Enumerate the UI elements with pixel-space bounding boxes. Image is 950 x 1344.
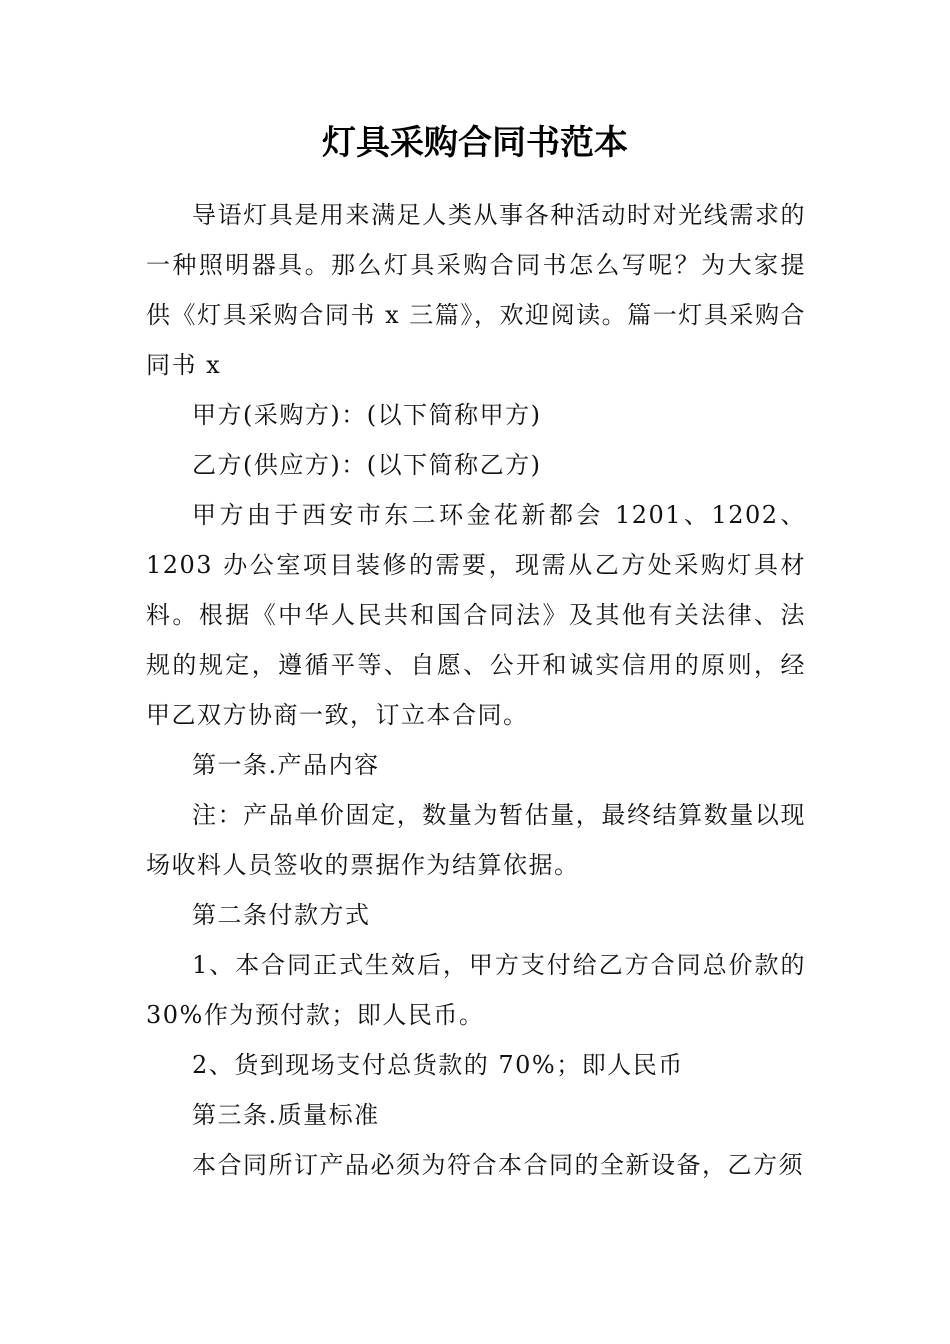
note-paragraph: 注：产品单价固定，数量为暂估量，最终结算数量以现场收料人员签收的票据作为结算依据。 <box>146 801 806 879</box>
purpose-paragraph: 甲方由于西安市东二环金花新都会 1201、1202、1203 办公室项目装修的需要，现需从乙方处采购灯具材料。根据《中华人民共和国合同法》及其他有关法律、法规的规定，遵循平等、自愿、公开和诚实信用的原则，经甲乙双方协商一致，订立本合同。 <box>146 501 806 729</box>
payment-item-1: 1、本合同正式生效后，甲方支付给乙方合同总价款的 30%作为预付款；即人民币。 <box>146 951 806 1029</box>
document-title: 灯具采购合同书范本 <box>322 123 628 163</box>
intro-paragraph: 导语灯具是用来满足人类从事各种活动时对光线需求的一种照明器具。那么灯具采购合同书怎么写呢？为大家提供《灯具采购合同书 x 三篇》，欢迎阅读。篇一灯具采购合同书 x <box>146 201 806 379</box>
article-two-heading: 第二条付款方式 <box>192 901 371 929</box>
article-three-heading: 第三条.质量标准 <box>192 1101 380 1129</box>
party-b-line: 乙方(供应方)：(以下简称乙方) <box>192 451 542 479</box>
quality-paragraph: 本合同所订产品必须为符合本合同的全新设备，乙方须 <box>192 1151 804 1179</box>
document-body <box>146 190 806 1190</box>
party-a-line: 甲方(采购方)：(以下简称甲方) <box>192 401 542 429</box>
payment-item-2: 2、货到现场支付总货款的 70%；即人民币 <box>192 1051 684 1079</box>
article-one-heading: 第一条.产品内容 <box>192 751 380 779</box>
